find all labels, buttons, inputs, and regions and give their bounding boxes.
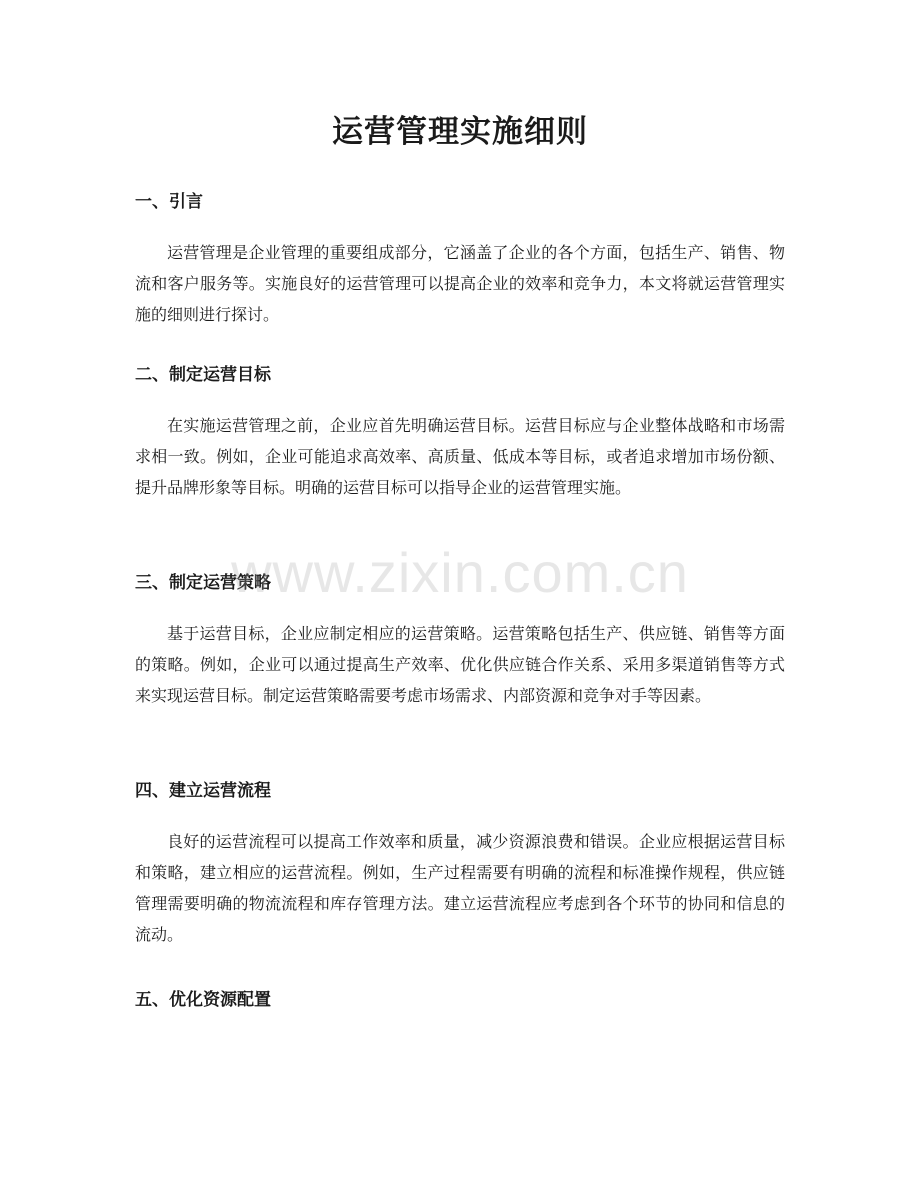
section-heading-operation-process: 四、建立运营流程	[135, 781, 271, 801]
section-paragraph-introduction: 运营管理是企业管理的重要组成部分，它涵盖了企业的各个方面，包括生产、销售、物流和客户服务等。实施良好的运营管理可以提高企业的效率和竞争力，本文将就运营管理实施的细则进行探讨。	[135, 243, 785, 324]
section-paragraph-operation-strategy: 基于运营目标，企业应制定相应的运营策略。运营策略包括生产、供应链、销售等方面的策略。例如，企业可以通过提高生产效率、优化供应链合作关系、采用多渠道销售等方式来实现运营目标。制定运营策略需要考虑市场需求、内部资源和竞争对手等因素。	[135, 624, 785, 705]
section-heading-operation-strategy: 三、制定运营策略	[135, 573, 271, 593]
document-title: 运营管理实施细则	[332, 114, 588, 150]
section-paragraph-operation-goals: 在实施运营管理之前，企业应首先明确运营目标。运营目标应与企业整体战略和市场需求相一致。例如，企业可能追求高效率、高质量、低成本等目标，或者追求增加市场份额、提升品牌形象等目标。明确的运营目标可以指导企业的运营管理实施。	[135, 416, 785, 497]
section-heading-operation-goals: 二、制定运营目标	[135, 365, 271, 385]
watermark: www.zixin.com.cn	[231, 541, 689, 604]
section-heading-introduction: 一、引言	[135, 192, 203, 212]
section-heading-resource-allocation: 五、优化资源配置	[135, 990, 271, 1010]
section-paragraph-operation-process: 良好的运营流程可以提高工作效率和质量，减少资源浪费和错误。企业应根据运营目标和策略，建立相应的运营流程。例如，生产过程需要有明确的流程和标准操作规程，供应链管理需要明确的物流流程和库存管理方法。建立运营流程应考虑到各个环节的协同和信息的流动。	[135, 832, 785, 944]
